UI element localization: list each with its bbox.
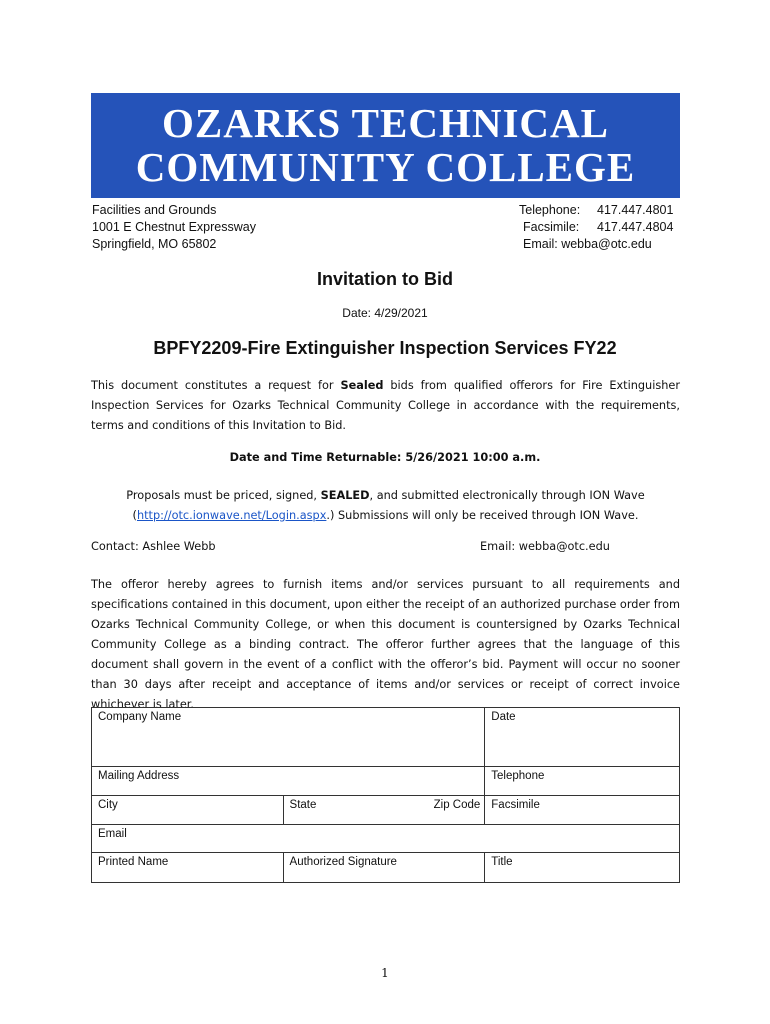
proposal-bold: SEALED <box>320 489 370 502</box>
telephone-label: Telephone: <box>519 203 581 217</box>
address-line: Springfield, MO 65802 <box>92 237 217 251</box>
printed-name-field[interactable]: Printed Name <box>92 853 284 883</box>
bid-subtitle: BPFY2209-Fire Extinguisher Inspection Services FY22 <box>153 338 617 358</box>
telephone-value: 417.447.4801 <box>597 203 674 217</box>
proposal-text: Proposals must be priced, signed, <box>126 489 321 502</box>
facsimile-field[interactable]: Facsimile <box>485 796 680 825</box>
returnable-date: Date and Time Returnable: 5/26/2021 10:00 a.m. <box>229 451 541 464</box>
document-title: Invitation to Bid <box>317 269 453 289</box>
mailing-address-field[interactable]: Mailing Address <box>92 767 485 796</box>
email-row: Email: webba@otc.edu <box>523 237 652 251</box>
contact-email: Email: webba@otc.edu <box>480 540 610 553</box>
logo-line-1: OZARKS TECHNICAL <box>162 100 609 146</box>
fax-value: 417.447.4804 <box>597 220 674 234</box>
zip-code-field[interactable]: Zip Code <box>415 796 485 825</box>
proposal-text-mid: , and submitted electronically through ION Wave <box>369 489 645 502</box>
telephone-row <box>519 202 673 219</box>
title-field[interactable]: Title <box>485 853 680 883</box>
address-block <box>92 202 256 253</box>
logo-line-2: COMMUNITY COLLEGE <box>135 144 636 190</box>
offeror-form-table <box>91 707 680 883</box>
intro-bold: Sealed <box>340 379 384 392</box>
document-date: Date: 4/29/2021 <box>342 306 428 320</box>
address-line: 1001 E Chestnut Expressway <box>92 220 256 234</box>
date-field[interactable]: Date <box>485 708 680 767</box>
agreement-paragraph: The offeror hereby agrees to furnish items and/or services pursuant to all requirements and specifications contained in this document, upon either the receipt of an authorized purchase order from Ozarks Technical Community College, or when this document is countersigned by Ozarks Technical Community College as a binding contract. The offeror further agrees that the language of this document shall govern in the event of a conflict with the offeror’s bid. Payment will occur no sooner than 30 days after receipt and acceptance of items and/or services or receipt of correct invoice whichever is later. <box>91 578 680 711</box>
ionwave-link[interactable]: http://otc.ionwave.net/Login.aspx <box>136 509 327 522</box>
telephone-field[interactable]: Telephone <box>485 767 680 796</box>
company-name-field[interactable]: Company Name <box>92 708 485 767</box>
college-logo-banner <box>91 93 680 198</box>
contact-person: Contact: Ashlee Webb <box>91 540 216 553</box>
intro-text-rest: bids from qualified offerors for Fire Extinguisher Inspection Services for Ozarks Technical Community College in accordance with the requirements, terms and conditions of this Invitation to Bid. <box>91 379 680 432</box>
page-number: 1 <box>381 966 389 980</box>
intro-text: This document constitutes a request for <box>91 379 341 392</box>
contact-block <box>519 202 673 253</box>
authorized-signature-field[interactable]: Authorized Signature <box>283 853 485 883</box>
state-field[interactable]: State <box>283 796 415 825</box>
fax-row <box>519 219 673 236</box>
proposal-paragraph <box>91 486 680 526</box>
city-field[interactable]: City <box>92 796 284 825</box>
proposal-tail: .) Submissions will only be received through ION Wave. <box>326 509 639 522</box>
email-field[interactable]: Email <box>92 825 680 853</box>
contact-line <box>91 540 680 553</box>
intro-paragraph <box>91 376 680 436</box>
fax-label: Facsimile: <box>523 220 580 234</box>
open-paren: ( <box>132 509 137 522</box>
address-line: Facilities and Grounds <box>92 203 217 217</box>
